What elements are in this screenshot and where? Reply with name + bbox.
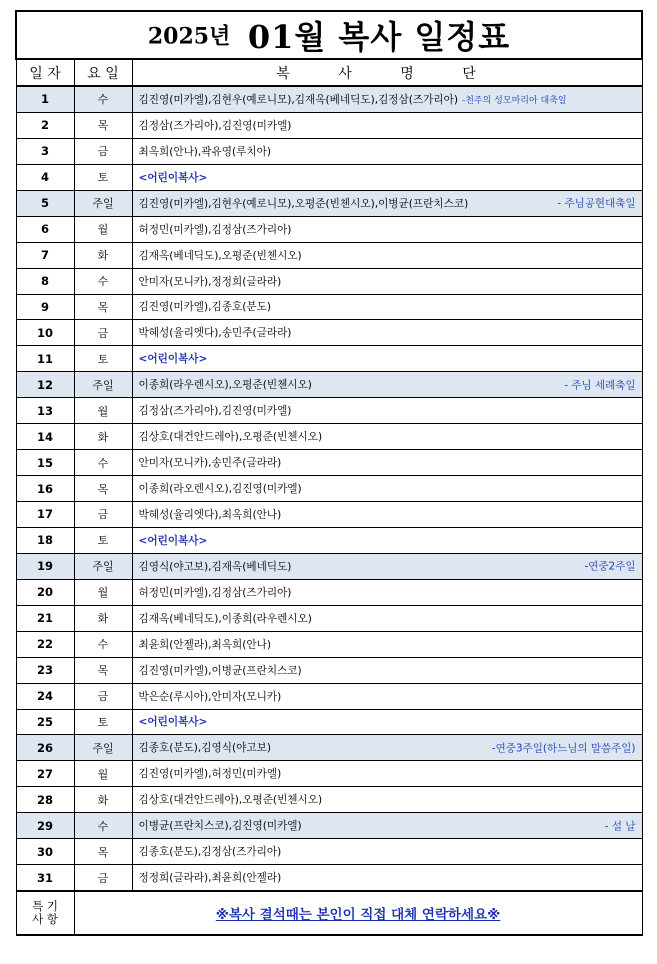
server-names: <어린이복사> — [138, 534, 208, 547]
weekday-cell: 수 — [74, 450, 132, 476]
names-cell — [132, 502, 642, 528]
schedule-sheet — [15, 10, 641, 936]
names-cell — [132, 424, 642, 450]
day-cell: 4 — [16, 164, 74, 190]
weekday-cell: 목 — [74, 476, 132, 502]
weekday-cell: 화 — [74, 787, 132, 813]
table-row — [16, 631, 642, 657]
day-cell: 1 — [16, 86, 74, 112]
names-cell — [132, 346, 642, 372]
table-row — [16, 605, 642, 631]
weekday-cell: 주일 — [74, 735, 132, 761]
names-cell — [132, 476, 642, 502]
day-cell: 28 — [16, 787, 74, 813]
day-cell: 31 — [16, 865, 74, 891]
weekday-cell: 월 — [74, 579, 132, 605]
day-cell: 24 — [16, 683, 74, 709]
names-cell — [132, 839, 642, 865]
day-cell: 15 — [16, 450, 74, 476]
feast-note: - 주님 세례축일 — [564, 379, 636, 392]
names-cell — [132, 787, 642, 813]
server-names: 김재옥(베네딕도),오평준(빈첸시오) — [138, 249, 302, 262]
day-cell: 26 — [16, 735, 74, 761]
day-cell: 21 — [16, 605, 74, 631]
server-names: 김진영(미카엘),허정민(미카엘) — [138, 768, 282, 781]
server-names: 최옥희(안나),곽유영(루치아) — [138, 145, 271, 158]
table-row — [16, 813, 642, 839]
weekday-cell: 월 — [74, 398, 132, 424]
server-names: 김진영(미카엘),김현우(예로니모),김재옥(베네딕도),김정삼(즈가리아) — [138, 93, 458, 106]
table-row — [16, 346, 642, 372]
table-row — [16, 450, 642, 476]
server-names: 이병균(프란치스코),김진영(미카엘) — [138, 820, 302, 833]
table-row — [16, 112, 642, 138]
table-row — [16, 787, 642, 813]
names-cell — [132, 242, 642, 268]
server-names: 허정민(미카엘),김정삼(즈가리아) — [138, 223, 292, 236]
names-cell — [132, 553, 642, 579]
names-cell — [132, 631, 642, 657]
day-cell: 8 — [16, 268, 74, 294]
page-title: 01월 복사 일정표 — [247, 18, 511, 56]
title-year: 2025년 — [147, 23, 231, 50]
title-row — [16, 11, 642, 59]
names-cell — [132, 86, 642, 112]
day-cell: 18 — [16, 527, 74, 553]
server-names: 이종희(라오렌시오),김진영(미카엘) — [138, 483, 302, 496]
names-cell — [132, 527, 642, 553]
table-row — [16, 138, 642, 164]
weekday-cell: 토 — [74, 164, 132, 190]
names-cell — [132, 164, 642, 190]
schedule-table — [15, 10, 643, 936]
server-names: 박은순(루시아),안미자(모니카) — [138, 690, 282, 703]
day-cell: 14 — [16, 424, 74, 450]
server-names: 김정삼(즈가리아),김진영(미카엘) — [138, 119, 292, 132]
weekday-cell: 월 — [74, 761, 132, 787]
weekday-cell: 주일 — [74, 190, 132, 216]
day-cell: 29 — [16, 813, 74, 839]
names-cell — [132, 579, 642, 605]
table-row — [16, 242, 642, 268]
day-cell: 23 — [16, 657, 74, 683]
table-row — [16, 657, 642, 683]
server-names: 김상호(대건안드레아),오평준(빈첸시오) — [138, 431, 323, 444]
footer-message: ※복사 결석때는 본인이 직접 대체 연락하세요※ — [74, 891, 642, 935]
server-names: 정정희(글라라),최윤희(안젤라) — [138, 872, 282, 885]
table-row — [16, 527, 642, 553]
table-row — [16, 320, 642, 346]
names-cell — [132, 190, 642, 216]
names-cell — [132, 605, 642, 631]
title-cell — [16, 11, 642, 59]
day-cell: 25 — [16, 709, 74, 735]
day-cell: 17 — [16, 502, 74, 528]
weekday-cell: 목 — [74, 839, 132, 865]
table-row — [16, 424, 642, 450]
day-cell: 16 — [16, 476, 74, 502]
names-cell — [132, 294, 642, 320]
weekday-cell: 금 — [74, 865, 132, 891]
day-cell: 11 — [16, 346, 74, 372]
server-names: 김재옥(베네딕도),이종희(라우렌시오) — [138, 612, 312, 625]
table-row — [16, 86, 642, 112]
table-row — [16, 164, 642, 190]
day-cell: 2 — [16, 112, 74, 138]
table-row — [16, 553, 642, 579]
day-cell: 10 — [16, 320, 74, 346]
weekday-cell: 목 — [74, 294, 132, 320]
names-cell — [132, 268, 642, 294]
day-cell: 9 — [16, 294, 74, 320]
day-cell: 19 — [16, 553, 74, 579]
server-names: 안미자(모니카),송민주(글라라) — [138, 457, 282, 470]
server-names: 김영식(야고보),김재옥(베네딕도) — [138, 560, 292, 573]
table-row — [16, 398, 642, 424]
table-row — [16, 476, 642, 502]
names-cell — [132, 761, 642, 787]
feast-note: -연중3주일(하느님의 말씀주일) — [491, 742, 636, 755]
names-cell — [132, 450, 642, 476]
weekday-cell: 금 — [74, 320, 132, 346]
day-cell: 12 — [16, 372, 74, 398]
weekday-cell: 주일 — [74, 553, 132, 579]
weekday-cell: 목 — [74, 657, 132, 683]
day-cell: 3 — [16, 138, 74, 164]
weekday-cell: 금 — [74, 683, 132, 709]
server-names: 이종희(라우렌시오),오평준(빈첸시오) — [138, 379, 312, 392]
header-weekday: 요 일 — [74, 59, 132, 86]
table-row — [16, 190, 642, 216]
weekday-cell: 수 — [74, 631, 132, 657]
server-names: 김종호(분도),김정삼(즈가리아) — [138, 846, 282, 859]
server-names: 허정민(미카엘),김정삼(즈가리아) — [138, 586, 292, 599]
server-names: 최윤희(안젤라),최옥희(안나) — [138, 638, 271, 651]
server-names: 김상호(대건안드레아),오평준(빈첸시오) — [138, 794, 323, 807]
day-cell: 5 — [16, 190, 74, 216]
day-cell: 22 — [16, 631, 74, 657]
feast-note: -천주의 성모마리아 대축일 — [461, 95, 567, 106]
header-day: 일 자 — [16, 59, 74, 86]
server-names: 박혜성(율리엣다),송민주(글라라) — [138, 327, 292, 340]
names-cell — [132, 320, 642, 346]
server-names: 김진영(미카엘),김현우(예로니모),오평준(빈첸시오),이병균(프란치스코) — [138, 197, 469, 210]
feast-note: - 설 날 — [604, 820, 636, 833]
server-names: <어린이복사> — [138, 353, 208, 366]
table-row — [16, 579, 642, 605]
weekday-cell: 금 — [74, 502, 132, 528]
day-cell: 7 — [16, 242, 74, 268]
day-cell: 13 — [16, 398, 74, 424]
names-cell — [132, 398, 642, 424]
header-names: 복 사 명 단 — [132, 59, 642, 86]
weekday-cell: 토 — [74, 709, 132, 735]
weekday-cell: 금 — [74, 138, 132, 164]
names-cell — [132, 865, 642, 891]
server-names: 김정삼(즈가리아),김진영(미카엘) — [138, 405, 292, 418]
names-cell — [132, 138, 642, 164]
names-cell — [132, 709, 642, 735]
table-row — [16, 683, 642, 709]
table-row — [16, 839, 642, 865]
feast-note: -연중2주일 — [584, 560, 636, 573]
server-names: 안미자(모니카),정정희(글라라) — [138, 275, 282, 288]
weekday-cell: 주일 — [74, 372, 132, 398]
table-row — [16, 294, 642, 320]
server-names: <어린이복사> — [138, 716, 208, 729]
table-row — [16, 761, 642, 787]
weekday-cell: 화 — [74, 424, 132, 450]
table-row — [16, 502, 642, 528]
names-cell — [132, 735, 642, 761]
names-cell — [132, 216, 642, 242]
server-names: <어린이복사> — [138, 171, 208, 184]
weekday-cell: 월 — [74, 216, 132, 242]
server-names: 박혜성(율리엣다),최옥희(안나) — [138, 508, 282, 521]
table-row — [16, 372, 642, 398]
names-cell — [132, 112, 642, 138]
day-cell: 30 — [16, 839, 74, 865]
table-row — [16, 709, 642, 735]
names-cell — [132, 683, 642, 709]
day-cell: 27 — [16, 761, 74, 787]
table-row — [16, 865, 642, 891]
table-row — [16, 216, 642, 242]
names-cell — [132, 372, 642, 398]
day-cell: 20 — [16, 579, 74, 605]
weekday-cell: 목 — [74, 112, 132, 138]
names-cell — [132, 813, 642, 839]
weekday-cell: 화 — [74, 605, 132, 631]
footer-row — [16, 891, 642, 935]
weekday-cell: 화 — [74, 242, 132, 268]
header-row — [16, 59, 642, 86]
weekday-cell: 수 — [74, 268, 132, 294]
feast-note: - 주님공현대축일 — [557, 197, 636, 210]
table-row — [16, 268, 642, 294]
server-names: 김진영(미카엘),이병균(프란치스코) — [138, 664, 302, 677]
footer-label: 특 기 사 항 — [16, 891, 74, 935]
weekday-cell: 수 — [74, 86, 132, 112]
server-names: 김진영(미카엘),김종호(분도) — [138, 301, 271, 314]
names-cell — [132, 657, 642, 683]
weekday-cell: 토 — [74, 527, 132, 553]
table-row — [16, 735, 642, 761]
weekday-cell: 수 — [74, 813, 132, 839]
server-names: 김종호(분도),김영식(야고보) — [138, 742, 271, 755]
weekday-cell: 토 — [74, 346, 132, 372]
day-cell: 6 — [16, 216, 74, 242]
